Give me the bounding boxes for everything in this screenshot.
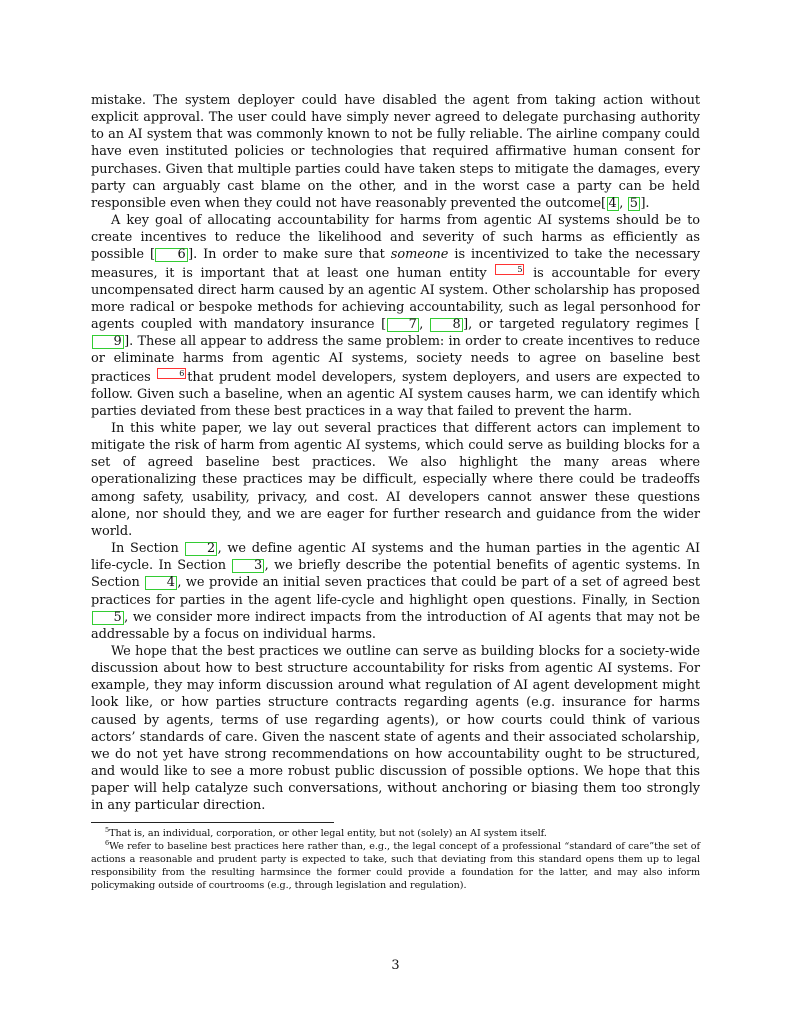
- bracket-close: ]: [124, 334, 130, 350]
- paragraph-4-text-c: , we briefly describe the potential benefits of agentic systems. In Section: [91, 558, 701, 591]
- footnote-5-text: That is, an individual, corporation, or other legal entity, but not (solely) an AI system itself.: [109, 827, 547, 839]
- paragraph-2-text-g: that prudent model developers, system deployers, and users are expected to follow. Given such a baseline, when an agentic AI system causes harm, we can identify which parties deviated from these best practices in a way that failed to prevent the harm.: [91, 369, 700, 419]
- section-ref-4[interactable]: 4: [145, 576, 177, 590]
- footnote-5: [91, 827, 700, 840]
- page-number: 3: [391, 958, 400, 973]
- footnote-6-text: We refer to baseline best practices here rather than, e.g., the legal concept of a professional “standard of care”the set of actions a reasonable and prudent party is expected to take, such that deviating from this standard opens them up to legal responsibility from the resulting harmsince the former could provide a foundation for the latter, and may also inform policymaking outside of courtrooms (e.g., through legislation and regulation).: [91, 840, 700, 891]
- paragraph-2-text-c: is incentivized to take the necessary measures, it is important that at least one human entity: [91, 247, 700, 281]
- bracket-open: [: [695, 317, 700, 333]
- paragraph-2-text-e: , or targeted regulatory regimes: [468, 317, 696, 333]
- bracket-close: ].: [640, 195, 650, 211]
- paragraph-2-text-b: . In order to make sure that: [193, 247, 391, 263]
- paragraph-2-text-f: . These all appear to address the same problem: in order to create incentives to reduce or eliminate harms from agentic AI systems, society needs to agree on baseline best practices: [91, 334, 700, 385]
- bracket-open: [: [149, 247, 155, 263]
- footnote-5-number: 5: [105, 825, 110, 834]
- paragraph-4-text-b: , we define agentic AI systems and the human parties in the agentic AI life-cycle. In Section: [91, 541, 700, 574]
- bracket-open: [: [381, 317, 387, 333]
- paragraph-5-text: We hope that the best practices we outline can serve as building blocks for a society-wide discussion about how to best structure accountability for risks from agentic AI systems. For example, they may inform discussion around what regulation of AI agent development might look like, or how parties structure contracts regarding agents (e.g. insurance for harms caused by agents, terms of use regarding agents), or how courts could think of various actors’ standards of care. Given the nascent state of agents and their associated scholarship, we do not yet have strong recommendations on how accountability ought to be structured, and would like to see a more robust public discussion of possible options. We hope that this paper will help catalyze such conversations, without anchoring or biasing them too strongly in any particular direction.: [91, 644, 700, 814]
- footnote-6-number: 6: [105, 838, 110, 847]
- paragraph-4: [91, 540, 700, 643]
- paragraph-2-text-d: is accountable for every uncompensated direct harm caused by an agentic AI system. Other scholarship has proposed more radical or bespoke methods for achieving accountability, such as legal personhood for agents coupled with mandatory insurance: [91, 265, 700, 333]
- bracket-close: ]: [188, 247, 194, 263]
- citation-7[interactable]: 7: [387, 318, 419, 332]
- paragraph-4-text-a: In Section: [111, 541, 185, 557]
- paragraph-2: [91, 212, 700, 420]
- citation-4[interactable]: 4: [608, 195, 617, 211]
- paragraph-1: [91, 92, 700, 212]
- paragraph-3-text: In this white paper, we lay out several practices that different actors can implement to mitigate the risk of harm from agentic AI systems, which could serve as building blocks for a set of agreed baseline best practices. We also highlight the many areas where operationalizing these practices may be difficult, especially where there could be tradeoffs among safety, usability, privacy, and cost. AI developers cannot answer these questions alone, nor should they, and we are eager for further research and guidance from the wider world.: [91, 420, 700, 539]
- paragraph-2-text-a: A key goal of allocating accountability for harms from agentic AI systems should be to create incentives to reduce the likelihood and severity of such harms as efficiently as possible: [91, 213, 700, 263]
- emphasis-someone: someone: [390, 247, 449, 263]
- footnote-mark-5[interactable]: 5: [495, 264, 524, 275]
- footnotes: [91, 827, 700, 892]
- bracket-close: ]: [463, 317, 469, 333]
- footnote-6: [91, 840, 700, 892]
- citation-separator: ,: [619, 195, 628, 211]
- footnote-mark-6[interactable]: 6: [157, 368, 186, 379]
- citation-6[interactable]: 6: [155, 248, 187, 262]
- citation-9[interactable]: 9: [92, 335, 124, 349]
- citation-5[interactable]: 5: [629, 195, 638, 211]
- paragraph-4-text-d: , we provide an initial seven practices that could be part of a set of agreed best practices for parties in the agent life-cycle and highlight open questions. Finally, in Section: [91, 575, 700, 608]
- section-ref-2[interactable]: 2: [185, 542, 217, 556]
- bracket-open: [: [601, 195, 607, 211]
- section-ref-5[interactable]: 5: [92, 611, 124, 625]
- citation-8[interactable]: 8: [430, 318, 462, 332]
- paragraph-5: [91, 643, 700, 815]
- page-body: [91, 92, 700, 892]
- paragraph-4-text-e: , we consider more indirect impacts from the introduction of AI agents that may not be addressable by a focus on individual harms.: [91, 609, 700, 642]
- section-ref-3[interactable]: 3: [232, 559, 264, 573]
- paragraph-1-text: mistake. The system deployer could have disabled the agent from taking action without explicit approval. The user could have simply never agreed to delegate purchasing authority to an AI system that was commonly known to not be fully reliable. The airline company could have even instituted policies or technologies that required affirmative human consent for purchases. Given that multiple parties could have taken steps to mitigate the damages, every party can arguably cast blame on the other, and in the worst case a party can be held responsible even when they could not have reasonably prevented the outcome: [91, 93, 700, 211]
- footnote-divider: [91, 822, 334, 823]
- paragraph-3: [91, 420, 700, 540]
- citation-separator: ,: [419, 317, 430, 333]
